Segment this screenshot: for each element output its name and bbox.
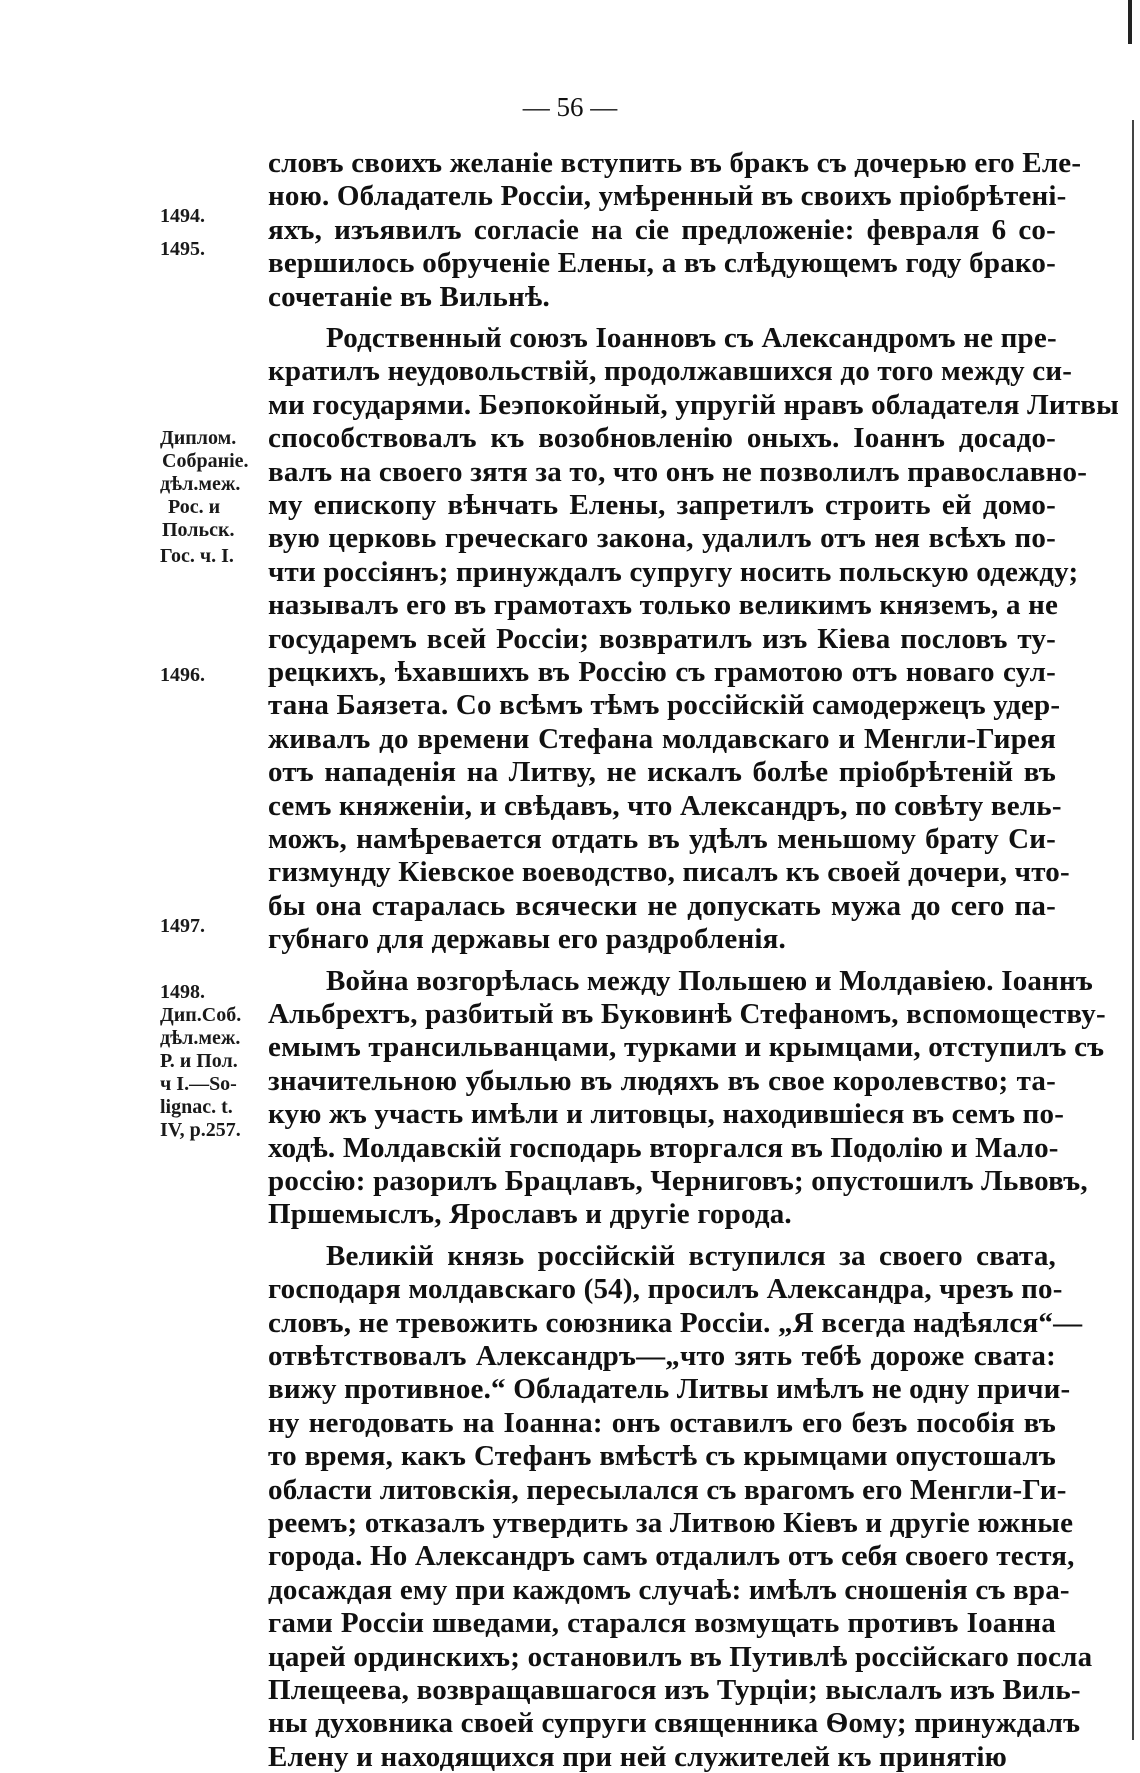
text-line: отъ нападенія на Литву, не искалъ болѣе пріобрѣтеній въ bbox=[268, 756, 1056, 789]
margin-note: lignac. t. bbox=[160, 1096, 233, 1118]
text-line: Пршемыслъ, Ярославъ и другіе города. bbox=[268, 1198, 792, 1231]
text-line: области литовскія, пересылался съ врагомъ его Менгли-Ги- bbox=[268, 1473, 1067, 1506]
text-line: можъ, намѣревается отдать въ удѣлъ меньшому брату Си- bbox=[268, 823, 1056, 855]
text-line: то время, какъ Стефанъ вмѣстѣ съ крымцами опустошалъ bbox=[268, 1440, 1056, 1473]
margin-note: Гос. ч. I. bbox=[160, 545, 234, 567]
text-line: яхъ, изъявилъ согласіе на сіе предложеніе: февраля 6 со- bbox=[268, 213, 1056, 246]
margin-note: Дип.Соб. bbox=[160, 1004, 242, 1026]
text-line: емымъ трансильванцами, турками и крымцами, отступилъ съ bbox=[268, 1031, 1105, 1064]
text-line: отвѣтствовалъ Александръ—„что зять тебѣ дороже свата: bbox=[268, 1340, 1056, 1372]
text-line: способствовалъ къ возобновленію оныхъ. Іоаннъ досадо- bbox=[268, 422, 1056, 455]
text-line: вершилось обрученіе Елены, а въ слѣдующемъ году брако- bbox=[268, 247, 1056, 280]
text-line: бы она старалась всячески не допускать мужа до сего па- bbox=[268, 889, 1056, 922]
text-line: словъ, не тревожить союзника Россіи. „Я всегда надѣялся“— bbox=[268, 1306, 1083, 1339]
text-line: Плещеева, возвращавшагося изъ Турціи; выслалъ изъ Виль- bbox=[268, 1674, 1081, 1706]
text-line: государемъ всей Россіи; возвратилъ изъ Кіева пословъ ту- bbox=[268, 622, 1056, 655]
text-line: словъ своихъ желаніе вступить въ бракъ съ дочерью его Еле- bbox=[268, 147, 1082, 179]
text-line: Война возгорѣлась между Польшею и Молдавіею. Іоаннъ bbox=[326, 964, 1094, 997]
margin-note: Р. и Пол. bbox=[160, 1050, 238, 1072]
text-line: гами Россіи шведами, старался возмущать противъ Іоанна bbox=[268, 1607, 1056, 1640]
margin-note: Диплом. bbox=[160, 427, 237, 449]
margin-note: 1497. bbox=[160, 915, 205, 937]
margin-note: 1496. bbox=[160, 664, 205, 686]
page-number: — 56 — bbox=[522, 92, 618, 122]
margin-note: 1498. bbox=[160, 981, 205, 1003]
text-line: досаждая ему при каждомъ случаѣ: имѣлъ сношенія съ вра- bbox=[268, 1573, 1070, 1606]
text-line: ною. Обладатель Россіи, умѣренный въ своихъ пріобрѣтені- bbox=[268, 180, 1067, 213]
text-line: россію: разорилъ Брацлавъ, Черниговъ; опустошилъ Львовъ, bbox=[268, 1165, 1088, 1197]
margin-note: дѣл.меж. bbox=[160, 473, 241, 495]
text-line: гизмунду Кіевское воеводство, писалъ къ своей дочери, что- bbox=[268, 856, 1070, 889]
margin-note: IV, p.257. bbox=[160, 1119, 241, 1141]
scan-edge-mark bbox=[1128, 0, 1132, 44]
text-line: живалъ до времени Стефана молдавскаго и Менгли-Гирея bbox=[268, 722, 1056, 755]
text-line: вижу противное.“ Обладатель Литвы имѣлъ не одну причи- bbox=[268, 1373, 1071, 1406]
text-line: реемъ; отказалъ утвердить за Литвою Кіевъ и другіе южные bbox=[268, 1507, 1074, 1539]
text-line: чти россіянъ; принуждалъ супругу носить польскую одежду; bbox=[268, 555, 1079, 588]
margin-note: Польск. bbox=[162, 519, 235, 541]
text-line: ми государями. Беэпокойный, упругій нравъ обладателя Литвы bbox=[268, 388, 1119, 421]
text-line: семъ княженіи, и свѣдавъ, что Александръ, по совѣту вель- bbox=[268, 789, 1062, 822]
text-line: Елену и находящихся при ней служителей къ принятію bbox=[268, 1740, 1008, 1773]
text-line: тана Баязета. Со всѣмъ тѣмъ россійскій самодержецъ удер- bbox=[268, 689, 1061, 722]
text-line: валъ на своего зятя за то, что онъ не позволилъ православно- bbox=[268, 455, 1088, 488]
text-line: вую церковь греческаго закона, удалилъ отъ нея всѣхъ по- bbox=[268, 522, 1056, 555]
text-line: ходѣ. Молдавскій господарь вторгался въ Подолію и Мало- bbox=[268, 1131, 1059, 1164]
text-line: Родственный союзъ Іоанновъ съ Александромъ не пре- bbox=[326, 322, 1057, 354]
text-line: ну негодовать на Іоанна: онъ оставилъ его безъ пособія въ bbox=[268, 1406, 1056, 1439]
text-line: города. Но Александръ самъ отдалилъ отъ себя своего тестя, bbox=[268, 1540, 1075, 1573]
text-line: сочетаніе въ Вильнѣ. bbox=[268, 280, 550, 313]
text-line: царей ординскихъ; остановилъ въ Путивлѣ россійскаго посла bbox=[268, 1640, 1093, 1673]
margin-note: 1495. bbox=[160, 238, 205, 260]
text-line: называлъ его въ грамотахъ только великимъ княземъ, а не bbox=[268, 589, 1059, 622]
text-line: господаря молдавскаго (54), просилъ Александра, чрезъ по- bbox=[268, 1273, 1063, 1306]
text-line: Великій князь россійскій вступился за своего свата, bbox=[326, 1239, 1056, 1272]
text-line: губнаго для державы его раздробленія. bbox=[268, 923, 786, 956]
margin-note: 1494. bbox=[160, 205, 205, 227]
text-line: рецкихъ, ѣхавшихъ въ Россію съ грамотою отъ новаго сул- bbox=[268, 656, 1056, 688]
margin-note: Рос. и bbox=[168, 496, 221, 518]
text-line: значительною убылью въ людяхъ въ свое королевство; та- bbox=[268, 1064, 1056, 1097]
scan-edge-line bbox=[1132, 120, 1134, 1740]
margin-note: ч I.—So- bbox=[160, 1073, 237, 1095]
text-line: ны духовника своей супруги священника Ѳому; принуждалъ bbox=[268, 1707, 1081, 1740]
text-line: кую жъ участь имѣли и литовцы, находившіеся въ семъ по- bbox=[268, 1098, 1065, 1131]
text-line: Альбрехтъ, разбитый въ Буковинѣ Стефаномъ, вспомоществу- bbox=[268, 998, 1106, 1030]
text-line: му епископу вѣнчать Елены, запретилъ строить ей домо- bbox=[268, 489, 1056, 521]
text-line: кратилъ неудовольствій, продолжавшихся до того между си- bbox=[268, 355, 1073, 388]
margin-note: дѣл.меж. bbox=[160, 1027, 241, 1049]
margin-note: Собраніе. bbox=[162, 450, 249, 472]
